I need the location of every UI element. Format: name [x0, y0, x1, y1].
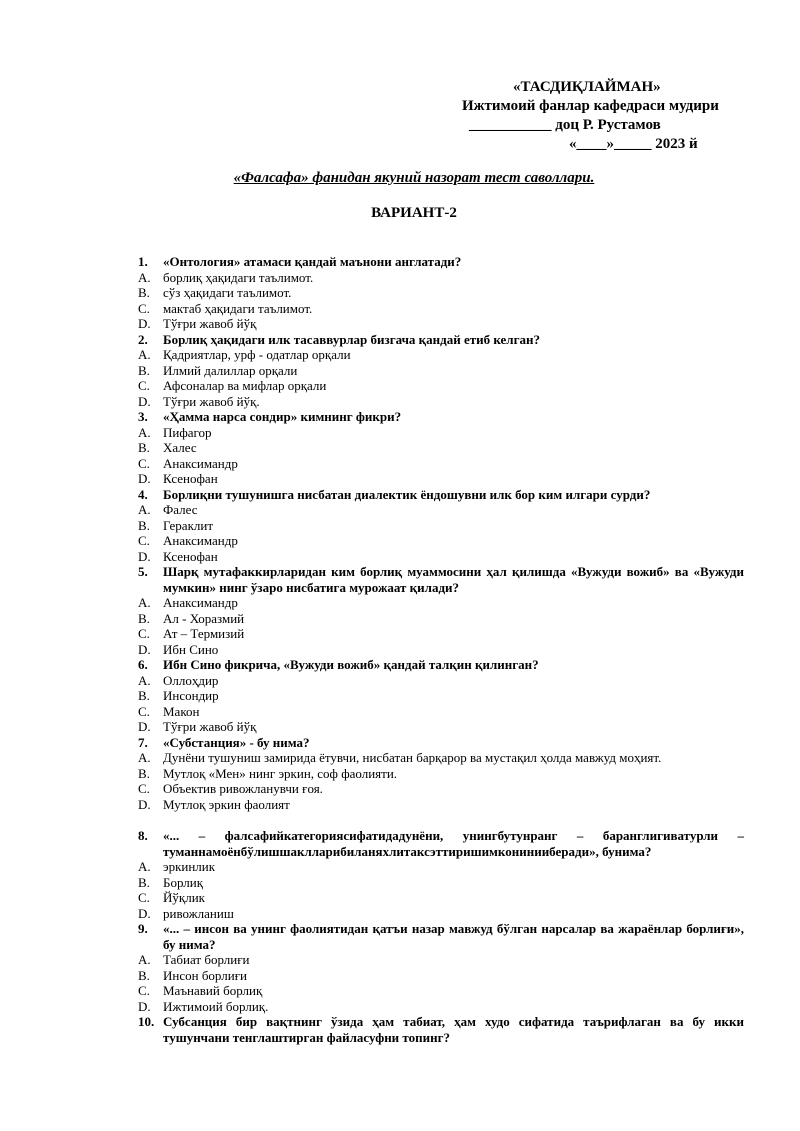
option-text: Йўқлик: [163, 890, 205, 905]
option-text: Гераклит: [163, 517, 214, 533]
question-1: [138, 254, 744, 270]
option-text: Объектив ривожланувчи ғоя.: [163, 781, 323, 796]
answer-option: [138, 611, 744, 627]
answer-option: [138, 270, 744, 286]
option-text: сўз ҳақидаги таълимот.: [163, 285, 292, 300]
answer-option: [138, 875, 744, 891]
spacer: [138, 812, 744, 828]
option-letter: B.: [138, 362, 150, 378]
option-letter: D.: [138, 998, 151, 1014]
question-number: 4.: [138, 486, 148, 502]
answer-option: [138, 394, 744, 410]
answer-option: [138, 719, 744, 735]
question-text: «Онтология» атамаси қандай маънони англатади?: [163, 254, 462, 269]
option-text: Тўғри жавоб йўқ: [163, 316, 257, 331]
approval-block: [462, 78, 747, 154]
answer-option: [138, 378, 744, 394]
question-text: «... – фалсафийкатегориясифатидадунёни, унингбутунранг – баранглигиватурли – туманнамоёнбўлишшаклларибиланяхлитаксэттиришимконинииберади», бунима?: [163, 828, 744, 859]
approval-line-4: «____»_____ 2023 й: [569, 136, 698, 152]
answer-option: [138, 688, 744, 704]
option-text: Ижтимоий борлиқ.: [163, 998, 269, 1014]
question-number: 1.: [138, 254, 148, 269]
option-text: Афсоналар ва мифлар орқали: [163, 378, 327, 393]
option-letter: A.: [138, 750, 151, 765]
question-number: 2.: [138, 331, 148, 347]
question-6: [138, 657, 744, 673]
option-text: Анаксимандр: [163, 595, 238, 610]
question-text: «... – инсон ва унинг фаолиятидан қатъи назар мавжуд бўлган нарсалар ва жараёнлар борлиғи», бу нима?: [163, 921, 744, 952]
option-letter: A.: [138, 269, 151, 285]
answer-option: [138, 518, 744, 534]
question-number: 8.: [138, 828, 148, 843]
option-text: борлиқ ҳақидаги таълимот.: [163, 269, 314, 285]
option-text: Маънавий борлиқ: [163, 983, 263, 998]
option-letter: A.: [138, 672, 151, 688]
option-text: Тўғри жавоб йўқ: [163, 719, 257, 734]
question-text: Ибн Сино фикрича, «Вужуди вожиб» қандай талқин қилинган?: [163, 657, 539, 672]
option-text: Макон: [163, 703, 200, 719]
option-text: Анаксимандр: [163, 455, 238, 471]
question-4: [138, 487, 744, 503]
question-7: [138, 735, 744, 751]
answer-option: [138, 533, 744, 549]
question-2: [138, 332, 744, 348]
answer-option: [138, 781, 744, 797]
approval-line-3: ___________ доц Р. Рустамов: [469, 117, 661, 133]
option-letter: A.: [138, 859, 151, 874]
question-9: [138, 921, 744, 952]
option-letter: B.: [138, 285, 150, 300]
option-letter: A.: [138, 424, 151, 440]
answer-option: [138, 952, 744, 968]
option-text: Анаксимандр: [163, 533, 238, 548]
answer-option: [138, 983, 744, 999]
question-number: 10.: [138, 1014, 155, 1029]
option-text: Табиат борлиғи: [163, 952, 250, 967]
option-text: Дунёни тушуниш замирида ётувчи, нисбатан барқарор ва мустақил ҳолда мавжуд моҳият.: [163, 750, 662, 765]
option-text: ривожланиш: [163, 905, 234, 921]
question-number: 3.: [138, 409, 148, 424]
option-letter: A.: [138, 595, 151, 610]
question-number: 6.: [138, 657, 148, 672]
option-letter: C.: [138, 890, 150, 905]
question-number: 9.: [138, 921, 148, 936]
answer-option: [138, 316, 744, 332]
option-letter: B.: [138, 688, 150, 703]
answer-option: [138, 363, 744, 379]
answer-option: [138, 549, 744, 565]
option-letter: C.: [138, 703, 150, 719]
answer-option: [138, 595, 744, 611]
option-text: Илмий далиллар орқали: [163, 362, 298, 378]
option-letter: C.: [138, 626, 150, 641]
option-text: Тўғри жавоб йўқ.: [163, 393, 260, 409]
option-text: Ал - Хоразмий: [163, 610, 245, 626]
option-letter: C.: [138, 983, 150, 998]
option-text: Ксенофан: [163, 548, 218, 564]
option-letter: D.: [138, 796, 151, 812]
approval-line-2: Ижтимоий фанлар кафедраси мудири: [462, 98, 719, 114]
question-text: Субсанция бир вақтнинг ўзида ҳам табиат, ҳам худо сифатида таърифлаган ва бу икки тушунчани тенглаштирган файласуфни топинг?: [163, 1014, 744, 1045]
question-8: [138, 828, 744, 859]
question-10: [138, 1014, 744, 1045]
option-letter: D.: [138, 393, 151, 409]
option-text: Инсон борлиғи: [163, 967, 247, 983]
option-letter: A.: [138, 952, 151, 967]
option-letter: B.: [138, 517, 150, 533]
answer-option: [138, 285, 744, 301]
option-text: Оллоҳдир: [163, 672, 219, 688]
approval-line-1: «ТАСДИҚЛАЙМАН»: [513, 79, 661, 95]
answer-option: [138, 626, 744, 642]
option-letter: D.: [138, 641, 151, 657]
option-letter: A.: [138, 347, 151, 362]
option-letter: A.: [138, 502, 151, 517]
question-text: «Ҳамма нарса сондир» кимнинг фикри?: [163, 409, 402, 424]
question-3: [138, 409, 744, 425]
answer-option: [138, 797, 744, 813]
option-letter: C.: [138, 455, 150, 471]
option-text: мактаб ҳақидаги таълимот.: [163, 300, 313, 316]
answer-option: [138, 859, 744, 875]
option-letter: D.: [138, 548, 151, 564]
option-letter: C.: [138, 533, 150, 548]
option-text: Ат – Термизий: [163, 626, 245, 641]
option-text: Фалес: [163, 502, 198, 517]
option-text: Мутлоқ эркин фаолият: [163, 796, 290, 812]
answer-option: [138, 766, 744, 782]
option-letter: B.: [138, 765, 150, 781]
answer-option: [138, 440, 744, 456]
option-letter: D.: [138, 471, 151, 486]
variant-heading: ВАРИАНТ-2: [371, 205, 457, 221]
option-letter: C.: [138, 300, 150, 316]
option-letter: B.: [138, 874, 150, 890]
option-letter: D.: [138, 316, 151, 331]
option-letter: B.: [138, 440, 150, 455]
option-text: Ибн Сино: [163, 641, 219, 657]
answer-option: [138, 642, 744, 658]
question-text: Борлиқни тушунишга нисбатан диалектик ёндошувни илк бор ким илгари сурди?: [163, 486, 651, 502]
option-letter: C.: [138, 378, 150, 393]
answer-option: [138, 456, 744, 472]
question-number: 5.: [138, 564, 148, 579]
answer-option: [138, 999, 744, 1015]
answer-option: [138, 502, 744, 518]
answer-option: [138, 704, 744, 720]
option-letter: B.: [138, 967, 150, 983]
question-list: [138, 254, 744, 1045]
question-number: 7.: [138, 734, 148, 750]
answer-option: [138, 906, 744, 922]
answer-option: [138, 425, 744, 441]
option-text: Мутлоқ «Мен» нинг эркин, соф фаолияти.: [163, 765, 398, 781]
answer-option: [138, 673, 744, 689]
option-letter: D.: [138, 719, 151, 734]
answer-option: [138, 750, 744, 766]
option-text: Инсондир: [163, 688, 219, 703]
option-text: Ксенофан: [163, 471, 218, 486]
option-letter: D.: [138, 905, 151, 921]
option-text: эркинлик: [163, 859, 216, 874]
option-text: Халес: [163, 440, 197, 455]
option-text: Қадриятлар, урф - одатлар орқали: [163, 347, 351, 362]
answer-option: [138, 301, 744, 317]
option-letter: B.: [138, 610, 150, 626]
question-text: «Субстанция» - бу нима?: [163, 734, 310, 750]
document-title: «Фалсафа» фанидан якуний назорат тест саволлари.: [233, 170, 595, 186]
answer-option: [138, 471, 744, 487]
option-letter: C.: [138, 781, 150, 796]
option-text: Пифагор: [163, 424, 212, 440]
answer-option: [138, 968, 744, 984]
answer-option: [138, 347, 744, 363]
question-text: Борлиқ ҳақидаги илк тасаввурлар бизгача қандай етиб келган?: [163, 331, 540, 347]
question-5: [138, 564, 744, 595]
question-text: Шарқ мутафаккирларидан ким борлиқ муаммосини ҳал қилишда «Вужуди вожиб» ва «Вужуди мумкин» нинг ўзаро нисбатига мурожаат қилади?: [163, 564, 744, 595]
option-text: Борлиқ: [163, 874, 204, 890]
answer-option: [138, 890, 744, 906]
